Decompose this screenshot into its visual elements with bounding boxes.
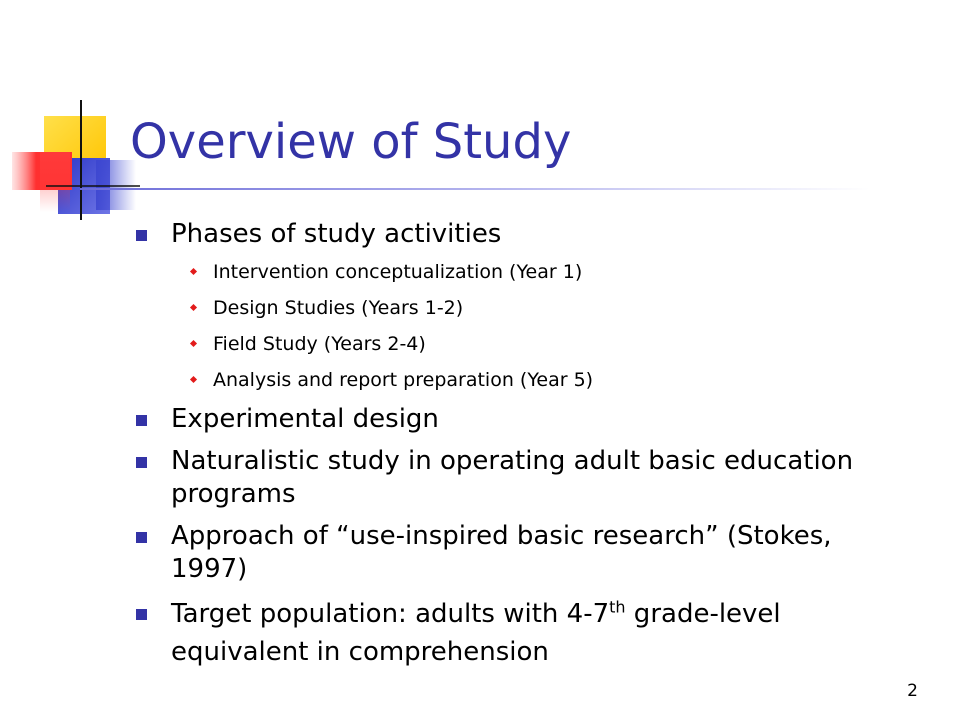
sub-bullet-text: Intervention conceptualization (Year 1) xyxy=(213,261,583,283)
sub-bullet-item xyxy=(213,296,813,320)
bullet-square-icon xyxy=(136,415,147,426)
bullet-item xyxy=(171,445,911,511)
sub-bullet-item xyxy=(213,332,813,356)
bullet-square-icon xyxy=(136,230,147,241)
sub-bullet-diamond-icon xyxy=(190,268,197,275)
bullet-item xyxy=(171,403,911,436)
bullet-text: Approach of “use-inspired basic research” (Stokes, 1997) xyxy=(171,521,832,584)
bullet-square-icon xyxy=(136,532,147,543)
bullet-item xyxy=(171,520,911,586)
bullet-text: Naturalistic study in operating adult basic education programs xyxy=(171,446,854,509)
page-number: 2 xyxy=(907,681,918,701)
sub-bullet-diamond-icon xyxy=(190,376,197,383)
bullet-square-icon xyxy=(136,457,147,468)
sub-bullet-item xyxy=(213,368,813,392)
superscript-th: th xyxy=(609,597,626,617)
sub-bullet-text: Analysis and report preparation (Year 5) xyxy=(213,369,594,391)
bullet-text-part: grade-level equivalent in comprehension xyxy=(171,599,781,667)
sub-bullet-text: Design Studies (Years 1-2) xyxy=(213,297,464,319)
bullet-square-icon xyxy=(136,609,147,620)
sub-bullet-diamond-icon xyxy=(190,340,197,347)
bullet-text: Phases of study activities xyxy=(171,219,502,249)
sub-bullet-diamond-icon xyxy=(190,304,197,311)
bullet-item xyxy=(171,595,911,671)
bullet-text-part: Target population: adults with 4-7 xyxy=(171,599,610,629)
bullet-item xyxy=(171,218,911,251)
sub-bullet-text: Field Study (Years 2-4) xyxy=(213,333,426,355)
sub-bullet-item xyxy=(213,260,813,284)
slide-title: Overview of Study xyxy=(130,114,572,170)
bullet-text: Experimental design xyxy=(171,404,439,434)
